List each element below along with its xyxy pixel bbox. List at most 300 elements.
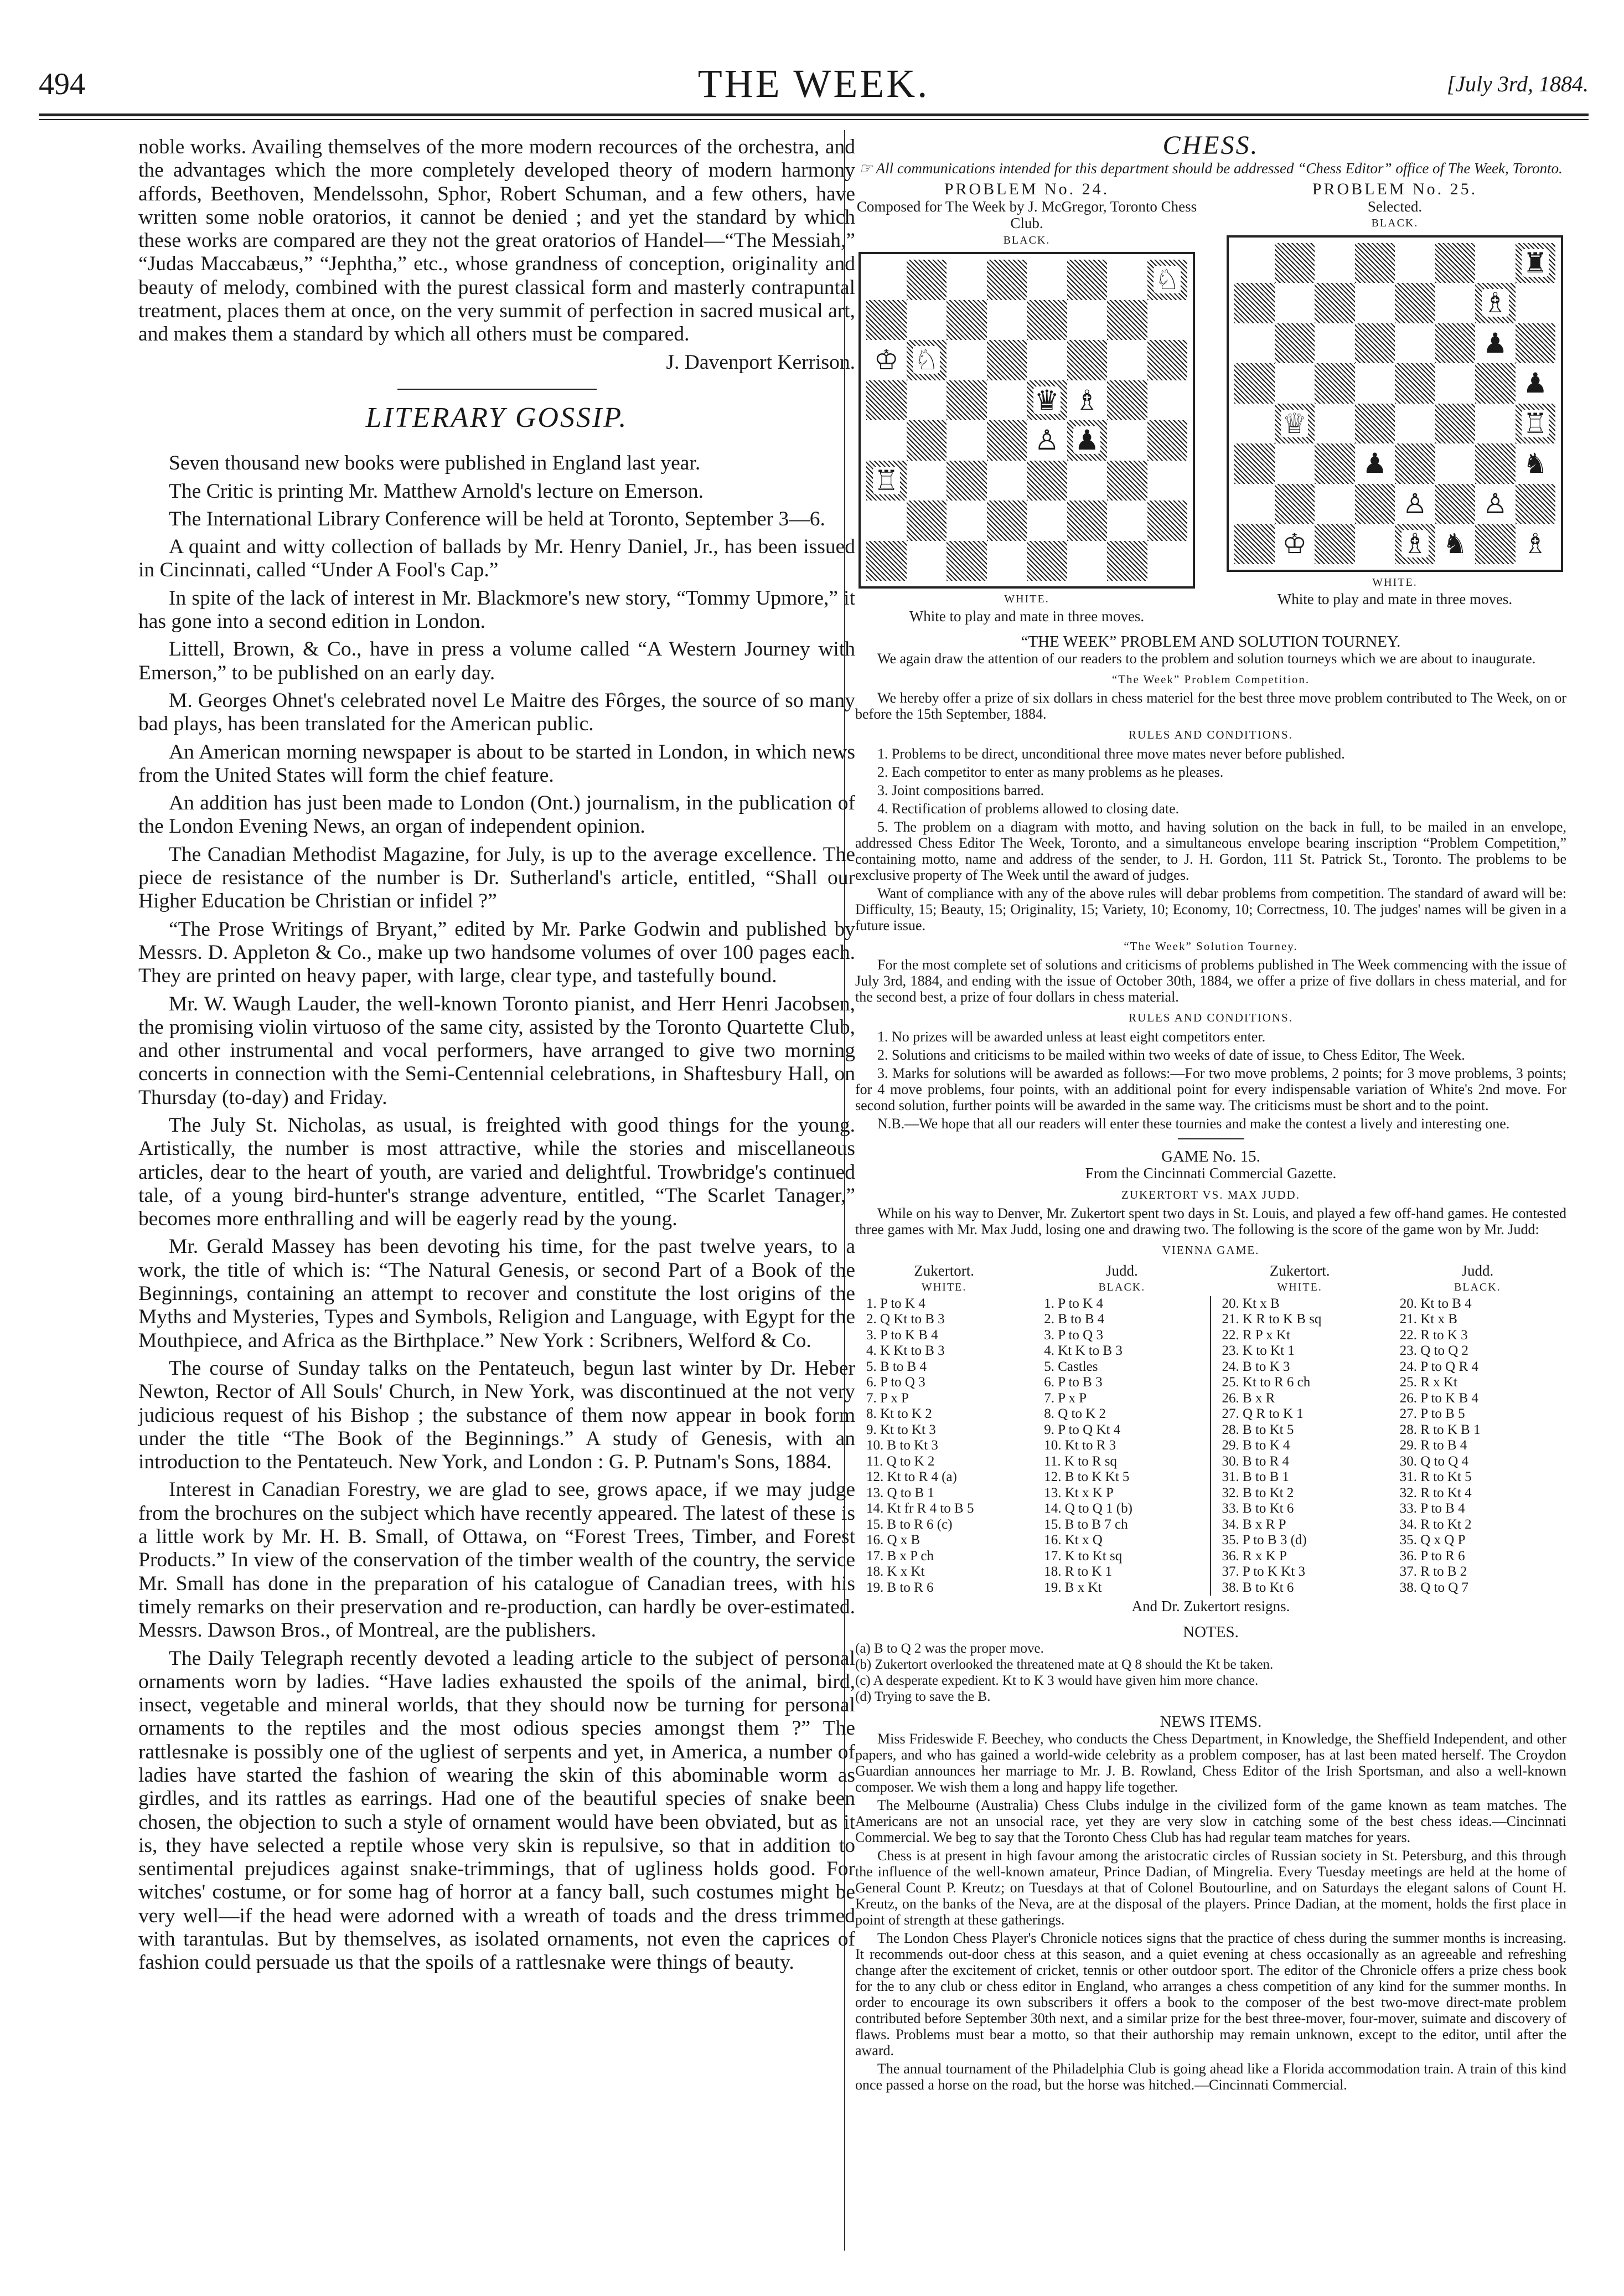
gossip-paragraph: The course of Sunday talks on the Pentateuch, begun last winter by Dr. Heber Newton, Rector of All Souls' Church, in New York, was discontinued at the not very judicious request of his Bishop ; the substance of them now appear in book form under the title “The Book of the Beginnings.” A study of Genesis, with an introduction to the Pentateuch. New York, and London : G. P. Putnam's Sons, 1884. [138,1356,855,1474]
move-entry: 10. Kt to R 3 [1044,1438,1116,1453]
move-entry: 1. P to K 4 [1044,1296,1103,1311]
board-square [947,380,987,421]
board-square [1027,420,1067,461]
board-square [1516,243,1556,283]
move-entry: 13. Kt x K P [1044,1485,1114,1500]
board-square [866,300,907,340]
solution-heading: “The Week” Solution Tourney. [1124,939,1298,953]
board-square [1435,243,1476,283]
rule-item: 3. Joint compositions barred. [877,782,1044,798]
move-entry: 38. B to Kt 6 [1222,1580,1294,1595]
note-item: (a) B to Q 2 was the proper move. [855,1641,1044,1656]
board-square [1516,363,1556,404]
board-square [1107,461,1147,501]
move-entry: 2. B to B 4 [1044,1312,1105,1327]
board-square [987,300,1027,340]
news-heading: NEWS ITEMS. [1160,1713,1262,1731]
competition-heading: “The Week” Problem Competition. [1111,672,1310,686]
board-square [1275,283,1315,323]
issue-date: [July 3rd, 1884. [1446,71,1589,96]
board-square [1355,443,1395,484]
board-square [1355,404,1395,444]
board-square [1234,323,1275,364]
rule-item: N.B.—We hope that all our readers will enter these tournies and make the contest a lively and interesting one. [877,1115,1510,1132]
board-square [1516,283,1556,323]
solution-text: For the most complete set of solutions and criticisms of problems published in The Week commencing with the issue of July 3rd, 1884, and ending with the issue of October 30th, 1884, we offer a prize of five dollars in chess material, and for the second best, a prize of four dollars in chess material. [855,957,1566,1005]
board-square [1275,524,1315,564]
move-entry: 8. Q to K 2 [1044,1406,1106,1421]
board-square [947,501,987,541]
section-rule [397,389,597,390]
chess-piece-icon: ♜ [1523,247,1548,278]
problem-24 [855,181,1198,625]
move-entry: 14. Kt fr R 4 to B 5 [866,1501,974,1516]
note-item: (c) A desperate expedient. Kt to K 3 would have given him more chance. [855,1673,1259,1688]
gossip-paragraph: The Canadian Methodist Magazine, for July, is up to the average excellence. The piece de resistance of the number is Dr. Sutherland's article, entitled, “Shall our Higher Education be Christian or infidel ?” [138,843,855,913]
move-entry: 26. P to K B 4 [1399,1390,1478,1406]
board-square [1027,340,1067,380]
move-entry: 16. Q x B [866,1533,920,1547]
board-square [1067,541,1108,581]
board-square [987,260,1027,300]
board-square [1027,380,1067,421]
board-square [1315,323,1355,364]
side-label: WHITE. [1277,1281,1322,1293]
board-square [1516,404,1556,444]
rule-item: 1. No prizes will be awarded unless at least eight competitors enter. [877,1028,1266,1045]
board-square [1275,404,1315,444]
board-square [1435,323,1476,364]
board-square [1395,243,1435,283]
move-entry: 9. P to Q Kt 4 [1044,1422,1121,1437]
moves-white-1 [855,1296,1033,1596]
news-item: Chess is at present in high favour among the aristocratic circles of Russian society in St. Petersburg, and this through the influence of the well-known amateur, Prince Dadian, of Mingrelia. Every Tuesday meetings are held at the home of General Count P. Kreutz; on Tuesdays at that of Colonel Boutourline, and on Saturdays the elegant salons of Count H. Kreutz, on the banks of the Neva, are at the disposal of the players. Prince Dadian, at the moment, holds the first place in point of strength at these gatherings. [855,1847,1566,1928]
board-square [1234,283,1275,323]
chess-piece-icon: ♛ [1034,384,1059,416]
move-entry: 35. P to B 3 (d) [1222,1533,1307,1547]
move-entry: 27. P to B 5 [1399,1406,1465,1421]
chess-piece-icon: ♕ [1282,407,1307,439]
chess-piece-icon: ♟ [1482,327,1508,359]
board-square [1147,380,1188,421]
board-square [1147,260,1188,300]
move-entry: 7. P x P [866,1390,909,1406]
board-square [1395,443,1435,484]
black-label: BLACK. [1003,234,1051,246]
black-label: BLACK. [1371,217,1419,229]
board-square [947,461,987,501]
move-entry: 15. B to B 7 ch [1044,1516,1128,1532]
board-square [1516,323,1556,364]
board-square [1147,340,1188,380]
white-label: WHITE. [1372,576,1418,589]
opening-name: VIENNA GAME. [1162,1244,1260,1257]
move-entry: 4. Kt K to B 3 [1044,1343,1123,1358]
board-square [907,541,947,581]
gossip-paragraph: The July St. Nicholas, as usual, is freighted with good things for the young. Artistically, the number is most attractive, while the stories and miscellaneous articles, dear to the heart of youth, are varied and delightful. Trowbridge's continued tale, of a young bird-hunter's strange adventure, entitled, “The Scarlet Tanager,” becomes more enthralling and will be eagerly read by the young. [138,1113,855,1231]
move-entry: 12. B to K Kt 5 [1044,1469,1130,1484]
move-entry: 6. P to B 3 [1044,1375,1103,1390]
chess-board [858,252,1195,589]
board-square [1315,443,1355,484]
gossip-paragraph: The International Library Conference will be held at Toronto, September 3—6. [169,507,825,530]
move-entry: 19. B to R 6 [866,1580,934,1595]
gossip-paragraph: An addition has just been made to London (Ont.) journalism, in the publication of the London Evening News, an organ of independent opinion. [138,792,855,838]
col-header: Zukertort. [1269,1262,1330,1279]
board-square [1234,443,1275,484]
move-entry: 13. Q to B 1 [866,1485,934,1500]
board-square [866,541,907,581]
board-square [1475,484,1516,524]
game-score [855,1296,1566,1596]
board-square [1315,484,1355,524]
board-square [1475,404,1516,444]
board-square [1315,363,1355,404]
move-entry: 23. K to Kt 1 [1222,1343,1295,1358]
board-square [1435,404,1476,444]
col-header: Judd. [1105,1262,1138,1279]
move-entry: 27. Q R to K 1 [1222,1406,1304,1421]
board-square [1315,524,1355,564]
board-square [1234,363,1275,404]
board-square [1435,283,1476,323]
game-players: ZUKERTORT VS. MAX JUDD. [1121,1188,1300,1201]
move-entry: 15. B to R 6 (c) [866,1516,953,1532]
chess-title: CHESS. [1162,131,1259,160]
chess-piece-icon: ♟ [1074,425,1100,456]
header-rule-thin [39,119,1589,120]
game-result: And Dr. Zukertort resigns. [1131,1598,1290,1614]
board-square [1234,404,1275,444]
move-entry: 9. Kt to Kt 3 [866,1422,936,1437]
chess-piece-icon: ♟ [1523,368,1548,399]
board-square [866,420,907,461]
news-item: Miss Frideswide F. Beechey, who conducts the Chess Department, in Knowledge, the Sheffield Independent, and other papers, and who has gained a world-wide celebrity as a problem composer, has at last been mated herself. The Croydon Guardian announces her marriage to Mr. J. B. Rowland, Chess Editor of the Irish Sportsman, and also a well-known composer. We wish them a long and happy life together. [855,1730,1566,1795]
game-intro: While on his way to Denver, Mr. Zukertort spent two days in St. Louis, and played a few off-hand games. He contested three games with Mr. Max Judd, losing one and drawing two. The following is the score of the game won by Mr. Judd: [855,1205,1566,1237]
game-heading: GAME No. 15. [1161,1147,1260,1165]
board-square [907,420,947,461]
board-square [1395,363,1435,404]
board-square [1067,340,1108,380]
side-label: WHITE. [921,1281,967,1293]
move-entry: 26. B x R [1222,1390,1275,1406]
chess-piece-icon: ♞ [1523,448,1548,479]
move-entry: 30. Q to Q 4 [1399,1453,1469,1469]
news-item: The annual tournament of the Philadelphia Club is going ahead like a Florida accommodation train. A train of this kind once passed a horse on the road, but the horse was hitched.—Cincinnati Commercial. [855,2060,1566,2093]
side-label: BLACK. [1098,1281,1146,1293]
board-square [907,461,947,501]
board-square [866,340,907,380]
board-square [947,420,987,461]
moves-black-2 [1389,1296,1566,1596]
board-square [987,340,1027,380]
move-entry: 22. R P x Kt [1222,1327,1290,1343]
notes-list [855,1640,1566,1705]
move-entry: 21. K R to K B sq [1222,1312,1322,1327]
move-entry: 29. B to K 4 [1222,1438,1290,1453]
board-square [1147,541,1188,581]
move-entry: 10. B to Kt 3 [866,1438,938,1453]
board-square [1107,541,1147,581]
board-square [1435,484,1476,524]
board-square [1067,300,1108,340]
move-entry: 36. P to R 6 [1399,1548,1465,1564]
header-rule [39,113,1589,116]
section-rule [1178,1138,1244,1139]
move-entry: 17. K to Kt sq [1044,1548,1123,1564]
board-square [1395,283,1435,323]
board-square [907,380,947,421]
board-square [1355,323,1395,364]
board-square [1067,501,1108,541]
chess-piece-icon: ♗ [1523,528,1548,560]
board-square [866,260,907,300]
rule-item: Want of compliance with any of the above rules will debar problems from competition. The standard of award will be: Difficulty, 15; Beauty, 15; Originality, 15; Variety, 10; Economy, 10; Correctness, 10. The judges' names will be given in a future issue. [855,885,1566,933]
board-square [1147,461,1188,501]
board-square [987,461,1027,501]
board-square [907,260,947,300]
chess-piece-icon: ♘ [914,344,939,376]
board-square [1395,524,1435,564]
gossip-paragraph: Mr. Gerald Massey has been devoting his time, for the past twelve years, to a work, the title of which is: “The Natural Genesis, or second Part of a Book of the Beginnings, containing an attempt to recover and constitute the lost origins of the Myths and Mysteries, Types and Symbols, Religion and Language, with Egypt for the Mouthpiece, and Africa as the Birthplace.” New York : Scribners, Welford & Co. [138,1235,855,1352]
move-entry: 2. Q Kt to B 3 [866,1312,945,1327]
board-square [907,300,947,340]
news-item: The Melbourne (Australia) Chess Clubs indulge in the civilized form of the game known as team matches. The Americans are not an unsocial race, yet they are very slow in catching some of the best chess ideas.—Cincinnati Commercial. We beg to say that the Toronto Chess Club has had regular team matches for years. [855,1797,1566,1845]
section-title: LITERARY GOSSIP. [365,401,628,434]
board-square [987,541,1027,581]
board-square [987,380,1027,421]
white-label: WHITE. [1004,593,1049,605]
gossip-paragraph: Seven thousand new books were published in England last year. [169,452,701,475]
page-number: 494 [39,67,85,101]
chess-piece-icon: ♘ [1155,264,1180,296]
board-square [1234,484,1275,524]
board-square [1275,363,1315,404]
problem-credit: Selected. [1367,198,1423,215]
board-square [947,300,987,340]
chess-notice: ☞ All communications intended for this department should be addressed “Chess Editor” office of The Week, Toronto. [859,159,1563,177]
board-square [1107,260,1147,300]
gossip-paragraph: The Critic is printing Mr. Matthew Arnold's lecture on Emerson. [169,479,704,503]
problem-heading: PROBLEM No. 25. [1312,180,1478,198]
move-entry: 22. R to K 3 [1399,1327,1468,1343]
board-square [866,380,907,421]
problem-heading: PROBLEM No. 24. [944,180,1110,198]
problem-caption: White to play and mate in three moves. [909,607,1145,625]
tourney-intro: We again draw the attention of our readers to the problem and solution tourneys which we are about to inaugurate. [877,650,1536,667]
board-square [1107,380,1147,421]
problem-credit: Composed for The Week by J. McGregor, Toronto Chess Club. [856,198,1197,231]
move-entry: 25. R x Kt [1399,1375,1457,1390]
chess-piece-icon: ♗ [1074,384,1100,416]
move-entry: 20. Kt to B 4 [1399,1296,1472,1311]
gossip-paragraph: In spite of the lack of interest in Mr. Blackmore's new story, “Tommy Upmore,” it has gone into a second edition in London. [138,586,855,633]
gossip-paragraph: M. Georges Ohnet's celebrated novel Le Maitre des Fôrges, the source of so many bad plays, has been translated for the American public. [138,689,855,736]
move-entry: 28. R to K B 1 [1399,1422,1481,1437]
board-square [1027,501,1067,541]
move-entry: 3. P to Q 3 [1044,1327,1103,1343]
board-square [1395,323,1435,364]
news-item: The London Chess Player's Chronicle notices signs that the practice of chess during the summer months is increasing. It recommends out-door chess at this season, and a quiet evening at chess occasionally as an agreeable and refreshing change after the excitement of cricket, tennis or other outdoor sport. The editor of the Chronicle offers a prize chess book for the to any club or chess editor in England, who arranges a chess competition of any kind for the summer months. In order to encourage its own subscribers it offers a book to the composer of the best two-move direct-mate problem contributed before September 30th next, and a similar prize for the best three-mover, four-mover, suimate and discovery of flaws. Problems must bear a motto, so that their authorship may remain unknown, except to the editor, until after the award. [855,1929,1566,2058]
board-square [1516,484,1556,524]
board-square [1067,461,1108,501]
board-square [1516,443,1556,484]
left-column [138,136,855,1979]
col-header: Judd. [1461,1262,1494,1279]
move-entry: 4. K Kt to B 3 [866,1343,945,1358]
move-entry: 28. B to Kt 5 [1222,1422,1294,1437]
move-entry: 5. Castles [1044,1359,1098,1374]
gossip-paragraph: Littell, Brown, & Co., have in press a volume called “A Western Journey with Emerson,” to be published on an early day. [138,638,855,684]
board-square [1315,283,1355,323]
move-entry: 33. P to B 4 [1399,1501,1465,1516]
move-entry: 6. P to Q 3 [866,1375,925,1390]
move-entry: 3. P to K B 4 [866,1327,938,1343]
notes-heading: NOTES. [1183,1623,1239,1641]
chess-piece-icon: ♖ [1523,407,1548,439]
chess-piece-icon: ♙ [1482,488,1508,519]
move-entry: 32. R to Kt 4 [1399,1485,1472,1500]
board-square [1435,363,1476,404]
board-square [947,340,987,380]
move-entry: 31. R to Kt 5 [1399,1469,1472,1484]
board-square [1147,501,1188,541]
board-square [1027,260,1067,300]
intro-paragraph: noble works. Availing themselves of the more modern recources of the orchestra, and the advantages which the more completely developed theory of modern harmony affords, Beethoven, Mendelssohn, Sphor, Robert Schuman, and a few others, have written some noble oratorios, it cannot be denied ; and yet the standard by which these works are compared are they not the great oratorios of Handel—“The Messiah,” “Judas Maccabæus,” “Jephtha,” etc., whose grandness of conception, originality and beauty of melody, combined with the purest classical form and masterly contrapuntal treatment, places them at once, on the very summit of perfection in sacred musical art, and makes them a standard by which all others must be compared. [138,136,855,346]
rule-item: 2. Solutions and criticisms to be mailed within two weeks of date of issue, to Chess Editor, The Week. [877,1046,1465,1063]
board-square [1355,283,1395,323]
board-square [866,461,907,501]
chess-piece-icon: ♗ [1482,287,1508,319]
move-entry: 35. Q x Q P [1399,1533,1466,1547]
move-entry: 33. B to Kt 6 [1222,1501,1294,1516]
page-header [39,61,1589,111]
board-square [1275,443,1315,484]
move-entry: 12. Kt to R 4 (a) [866,1469,957,1484]
move-entry: 7. P x P [1044,1390,1087,1406]
moves-black-1 [1033,1296,1211,1596]
board-square [907,501,947,541]
board-square [1275,243,1315,283]
problem-25 [1223,181,1566,625]
gossip-paragraph: An American morning newspaper is about to be started in London, in which news from the United States will form the chief feature. [138,740,855,787]
chess-piece-icon: ♗ [1402,528,1428,560]
move-entry: 30. B to R 4 [1222,1453,1290,1469]
board-square [987,501,1027,541]
chess-piece-icon: ♔ [1282,528,1307,560]
tourney-heading: “THE WEEK” PROBLEM AND SOLUTION TOURNEY. [1021,633,1401,651]
rule-item: 5. The problem on a diagram with motto, and having solution on the back in full, to be mailed in an envelope, addressed Chess Editor The Week, Toronto, and a simultaneous envelope bearing inscription “Problem Competition,” containing motto, name and address of the sender, to J. H. Gordon, 111 St. Patrick St., Toronto. The problems to be exclusive property of The Week until the award of judges. [855,818,1566,883]
move-entry: 11. Q to K 2 [866,1453,935,1469]
move-entry: 21. Kt x B [1399,1312,1457,1327]
gossip-paragraph: A quaint and witty collection of ballads by Mr. Henry Daniel, Jr., has been issued in Cincinnati, called “Under A Fool's Cap.” [138,535,855,582]
gossip-paragraph: “The Prose Writings of Bryant,” edited by Mr. Parke Godwin and published by Messrs. D. Appleton & Co., make up two handsome volumes of over 100 pages each. They are printed on heavy paper, with large, clear type, and tastefully bound. [138,917,855,988]
board-square [1355,243,1395,283]
masthead-title: THE WEEK. [697,61,930,106]
board-square [1107,501,1147,541]
move-entry: 18. R to K 1 [1044,1564,1113,1579]
rule-item: 1. Problems to be direct, unconditional three move mates never before published. [877,745,1345,762]
board-square [907,340,947,380]
move-entry: 11. K to R sq [1044,1453,1117,1469]
board-square [947,260,987,300]
right-column [855,133,1566,2095]
chess-piece-icon: ♙ [1034,425,1059,456]
move-entry: 32. B to Kt 2 [1222,1485,1294,1500]
board-square [1107,420,1147,461]
chess-piece-icon: ♖ [873,465,899,496]
move-entry: 34. R to Kt 2 [1399,1516,1472,1532]
move-entry: 36. R x K P [1222,1548,1287,1564]
move-entry: 16. Kt x Q [1044,1533,1103,1547]
problems-row [855,181,1566,625]
board-square [1355,363,1395,404]
board-square [1475,323,1516,364]
board-square [1067,420,1108,461]
moves-white-2 [1211,1296,1389,1596]
board-square [1107,300,1147,340]
gossip-paragraph: The Daily Telegraph recently devoted a leading article to the subject of personal ornaments worn by ladies. “Have ladies exhausted the spoils of the animal, bird, insect, vegetable and mineral worlds, that they should now be turning for personal ornaments to the reptiles and the most odious species amongst them ?” The rattlesnake is possibly one of the ugliest of serpents and yet, in America, a number of ladies have started the fashion of wearing the skin of this abominable worm as girdles, and its rattles as earrings. Had one of the beautiful species of snake been chosen, the objection to such a style of ornament would have been obviated, but as it is, they have selected a reptile whose very skin is repulsive, so that in addition to sentimental prejudices against snake-trimmings, that of ugliness holds good. For witches' costume, or for some hag of horror at a fancy ball, such costumes might be very well—if the head were adorned with a wreath of toads and the dress trimmed with tarantulas. But by themselves, as isolated ornaments, not even the caprices of fashion could persuade us that the spoils of a rattlesnake were things of beauty. [138,1647,855,1974]
move-entry: 23. Q to Q 2 [1399,1343,1469,1358]
board-square [1435,443,1476,484]
board-square [1475,363,1516,404]
move-entry: 38. Q to Q 7 [1399,1580,1469,1595]
move-entry: 17. B x P ch [866,1548,934,1564]
board-square [1475,283,1516,323]
move-entry: 18. K x Kt [866,1564,925,1579]
board-square [987,420,1027,461]
move-entry: 20. Kt x B [1222,1296,1280,1311]
board-square [1315,243,1355,283]
move-entry: 5. B to B 4 [866,1359,927,1374]
board-square [1475,443,1516,484]
move-entry: 1. P to K 4 [866,1296,925,1311]
board-square [1027,461,1067,501]
move-entry: 24. P to Q R 4 [1399,1359,1478,1374]
note-item: (d) Trying to save the B. [855,1689,991,1704]
move-entry: 34. B x R P [1222,1516,1286,1532]
board-square [1395,404,1435,444]
board-square [1435,524,1476,564]
chess-board [1227,235,1563,572]
move-entry: 37. R to B 2 [1399,1564,1467,1579]
side-label: BLACK. [1454,1281,1501,1293]
gossip-paragraph: Interest in Canadian Forestry, we are glad to see, grows apace, if we may judge from the brochures on the subject which have recently appeared. The latest of these is a little work by Mr. H. B. Small, of Ottawa, on “Forest Trees, Timber, and Forest Products.” In view of the conservation of the timber wealth of the country, the service Mr. Small has done in the preparation of his catalogue of Canadian trees, with his timely remarks on their preservation and re-production, can hardly be over-estimated. Messrs. Dawson Bros., of Montreal, are the publishers. [138,1478,855,1642]
move-entry: 24. B to K 3 [1222,1359,1290,1374]
board-square [1516,524,1556,564]
board-square [1355,524,1395,564]
board-square [1234,524,1275,564]
rule-item: 4. Rectification of problems allowed to closing date. [877,800,1180,817]
game-source: From the Cincinnati Commercial Gazette. [1085,1165,1337,1181]
note-item: (b) Zukertort overlooked the threatened mate at Q 8 should the Kt be taken. [855,1657,1274,1672]
board-square [1107,340,1147,380]
rule-item: 2. Each competitor to enter as many problems as he pleases. [877,763,1224,780]
move-entry: 25. Kt to R 6 ch [1222,1375,1311,1390]
signature: J. Davenport Kerrison. [666,350,855,374]
competition-text: We hereby offer a prize of six dollars in chess materiel for the best three move problem contributed to The Week, on or before the 15th September, 1884. [855,690,1566,722]
board-square [1067,380,1108,421]
move-entry: 29. R to B 4 [1399,1438,1467,1453]
move-entry: 8. Kt to K 2 [866,1406,932,1421]
chess-piece-icon: ♙ [1402,488,1428,519]
col-header: Zukertort. [914,1262,974,1279]
board-square [1147,420,1188,461]
board-square [947,541,987,581]
board-square [1067,260,1108,300]
board-square [1027,300,1067,340]
move-entry: 37. P to K Kt 3 [1222,1564,1305,1579]
